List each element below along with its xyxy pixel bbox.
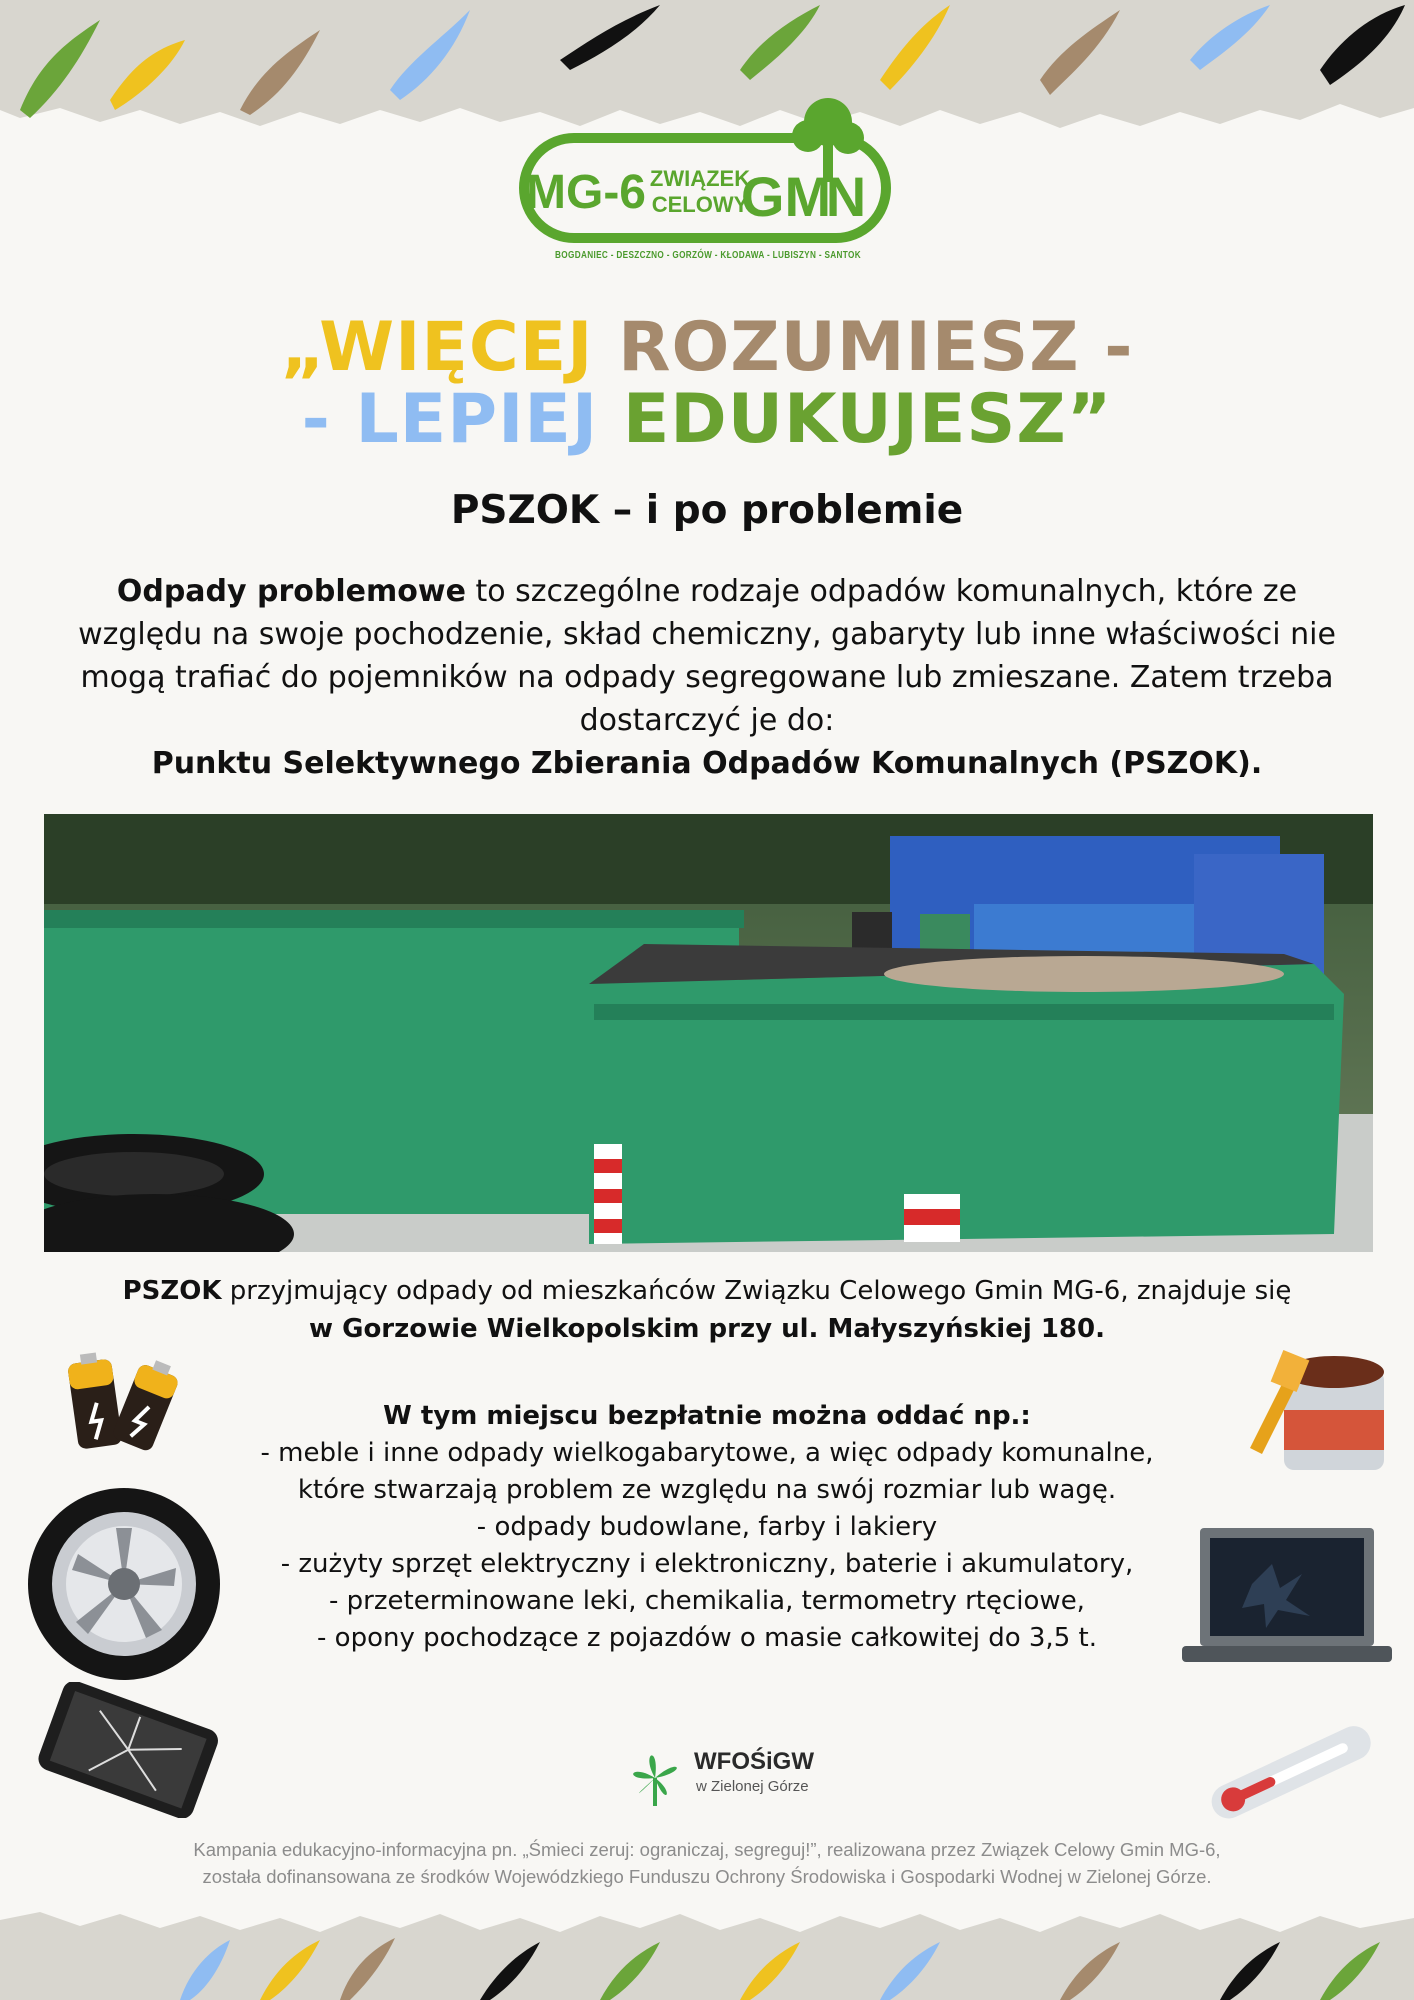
- list-item: - opony pochodzące z pojazdów o masie całkowitej do 3,5 t.: [317, 1623, 1097, 1653]
- location-paragraph: [40, 1272, 1374, 1348]
- headline-line1-part2: ROZUMIESZ -: [618, 308, 1134, 387]
- broken-phone-icon: [28, 1682, 224, 1818]
- funder-subtitle: w Zielonej Górze: [696, 1778, 809, 1795]
- bottom-leaf-decoration: [0, 1890, 1414, 2000]
- paint-can-icon: [1244, 1340, 1394, 1480]
- logo-left-text: MG-6: [526, 166, 646, 219]
- headline-line2: [0, 380, 1414, 459]
- funder-title: WFOŚiGW: [694, 1748, 814, 1775]
- location-bold-lead: PSZOK: [122, 1276, 222, 1306]
- headline-line1-part1: „WIĘCEJ: [280, 308, 594, 387]
- tire-icon: [24, 1484, 224, 1684]
- laptop-icon: [1182, 1524, 1392, 1674]
- intro-text: to szczególne rodzaje odpadów komunalnych, które ze względu na swoje pochodzenie, skład chemiczny, gabaryty lub inne właściwości nie mogą trafiać do pojemników na odpady segregowane lub zmieszane. Zatem trzeba dostarczyć je do:: [78, 574, 1336, 738]
- campaign-footer: [60, 1836, 1354, 1890]
- logo-right-text-a: GM: [740, 165, 832, 228]
- accepted-waste-list: [200, 1398, 1214, 1657]
- mg6-logo-graphic: [518, 92, 898, 252]
- page-subtitle: PSZOK – i po problemie: [450, 488, 964, 533]
- footer-line2: została dofinansowana ze środków Wojewódzkiego Funduszu Ochrony Środowiska i Gospodarki Wodnej w Zielonej Górze.: [202, 1866, 1212, 1887]
- list-item: - odpady budowlane, farby i lakiery: [476, 1512, 938, 1542]
- list-heading: W tym miejscu bezpłatnie można oddać np.:: [383, 1401, 1031, 1431]
- list-item: które stwarzają problem ze względu na swój rozmiar lub wagę.: [297, 1475, 1117, 1505]
- intro-bold-lead: Odpady problemowe: [116, 574, 466, 609]
- headline-line2-part1: - LEPIEJ: [301, 380, 599, 459]
- thermometer-icon: [1196, 1710, 1382, 1830]
- wfosigw-logo: [618, 1742, 838, 1812]
- intro-punkt: Punktu Selektywnego Zbierania Odpadów Komunalnych (PSZOK).: [151, 746, 1263, 781]
- logo-middle-line1: ZWIĄZEK: [649, 166, 751, 191]
- logo-right-text-b: N: [825, 165, 867, 228]
- footer-line1: Kampania edukacyjno-informacyjna pn. „Śmieci zeruj: ograniczaj, segreguj!”, realizowana przez Związek Celowy Gmin MG-6,: [193, 1839, 1221, 1860]
- list-item: - przeterminowane leki, chemikalia, termometry rtęciowe,: [329, 1586, 1085, 1616]
- location-address: w Gorzowie Wielkopolskim przy ul. Małyszyńskiej 180.: [309, 1314, 1105, 1344]
- logo-middle-line2: CELOWY: [651, 192, 749, 217]
- list-item: - zużyty sprzęt elektryczny i elektroniczny, baterie i akumulatory,: [280, 1549, 1134, 1579]
- list-item: - meble i inne odpady wielkogabarytowe, a więc odpady komunalne,: [260, 1438, 1154, 1468]
- mg6-logo: [518, 92, 898, 272]
- leaf-logo-icon: [620, 1742, 690, 1812]
- battery-icon: [62, 1342, 182, 1452]
- headline-line2-part2: EDUKUJESZ”: [622, 380, 1113, 459]
- location-text: przyjmujący odpady od mieszkańców Związku Celowego Gmin MG-6, znajduje się: [221, 1276, 1292, 1306]
- logo-regions: BOGDANIEC - DESZCZNO - GORZÓW - KŁODAWA - LUBISZYN - SANTOK: [555, 250, 861, 261]
- pszok-containers-photo: [44, 814, 1373, 1252]
- headline-line1: [0, 308, 1414, 387]
- intro-paragraph: [60, 570, 1354, 785]
